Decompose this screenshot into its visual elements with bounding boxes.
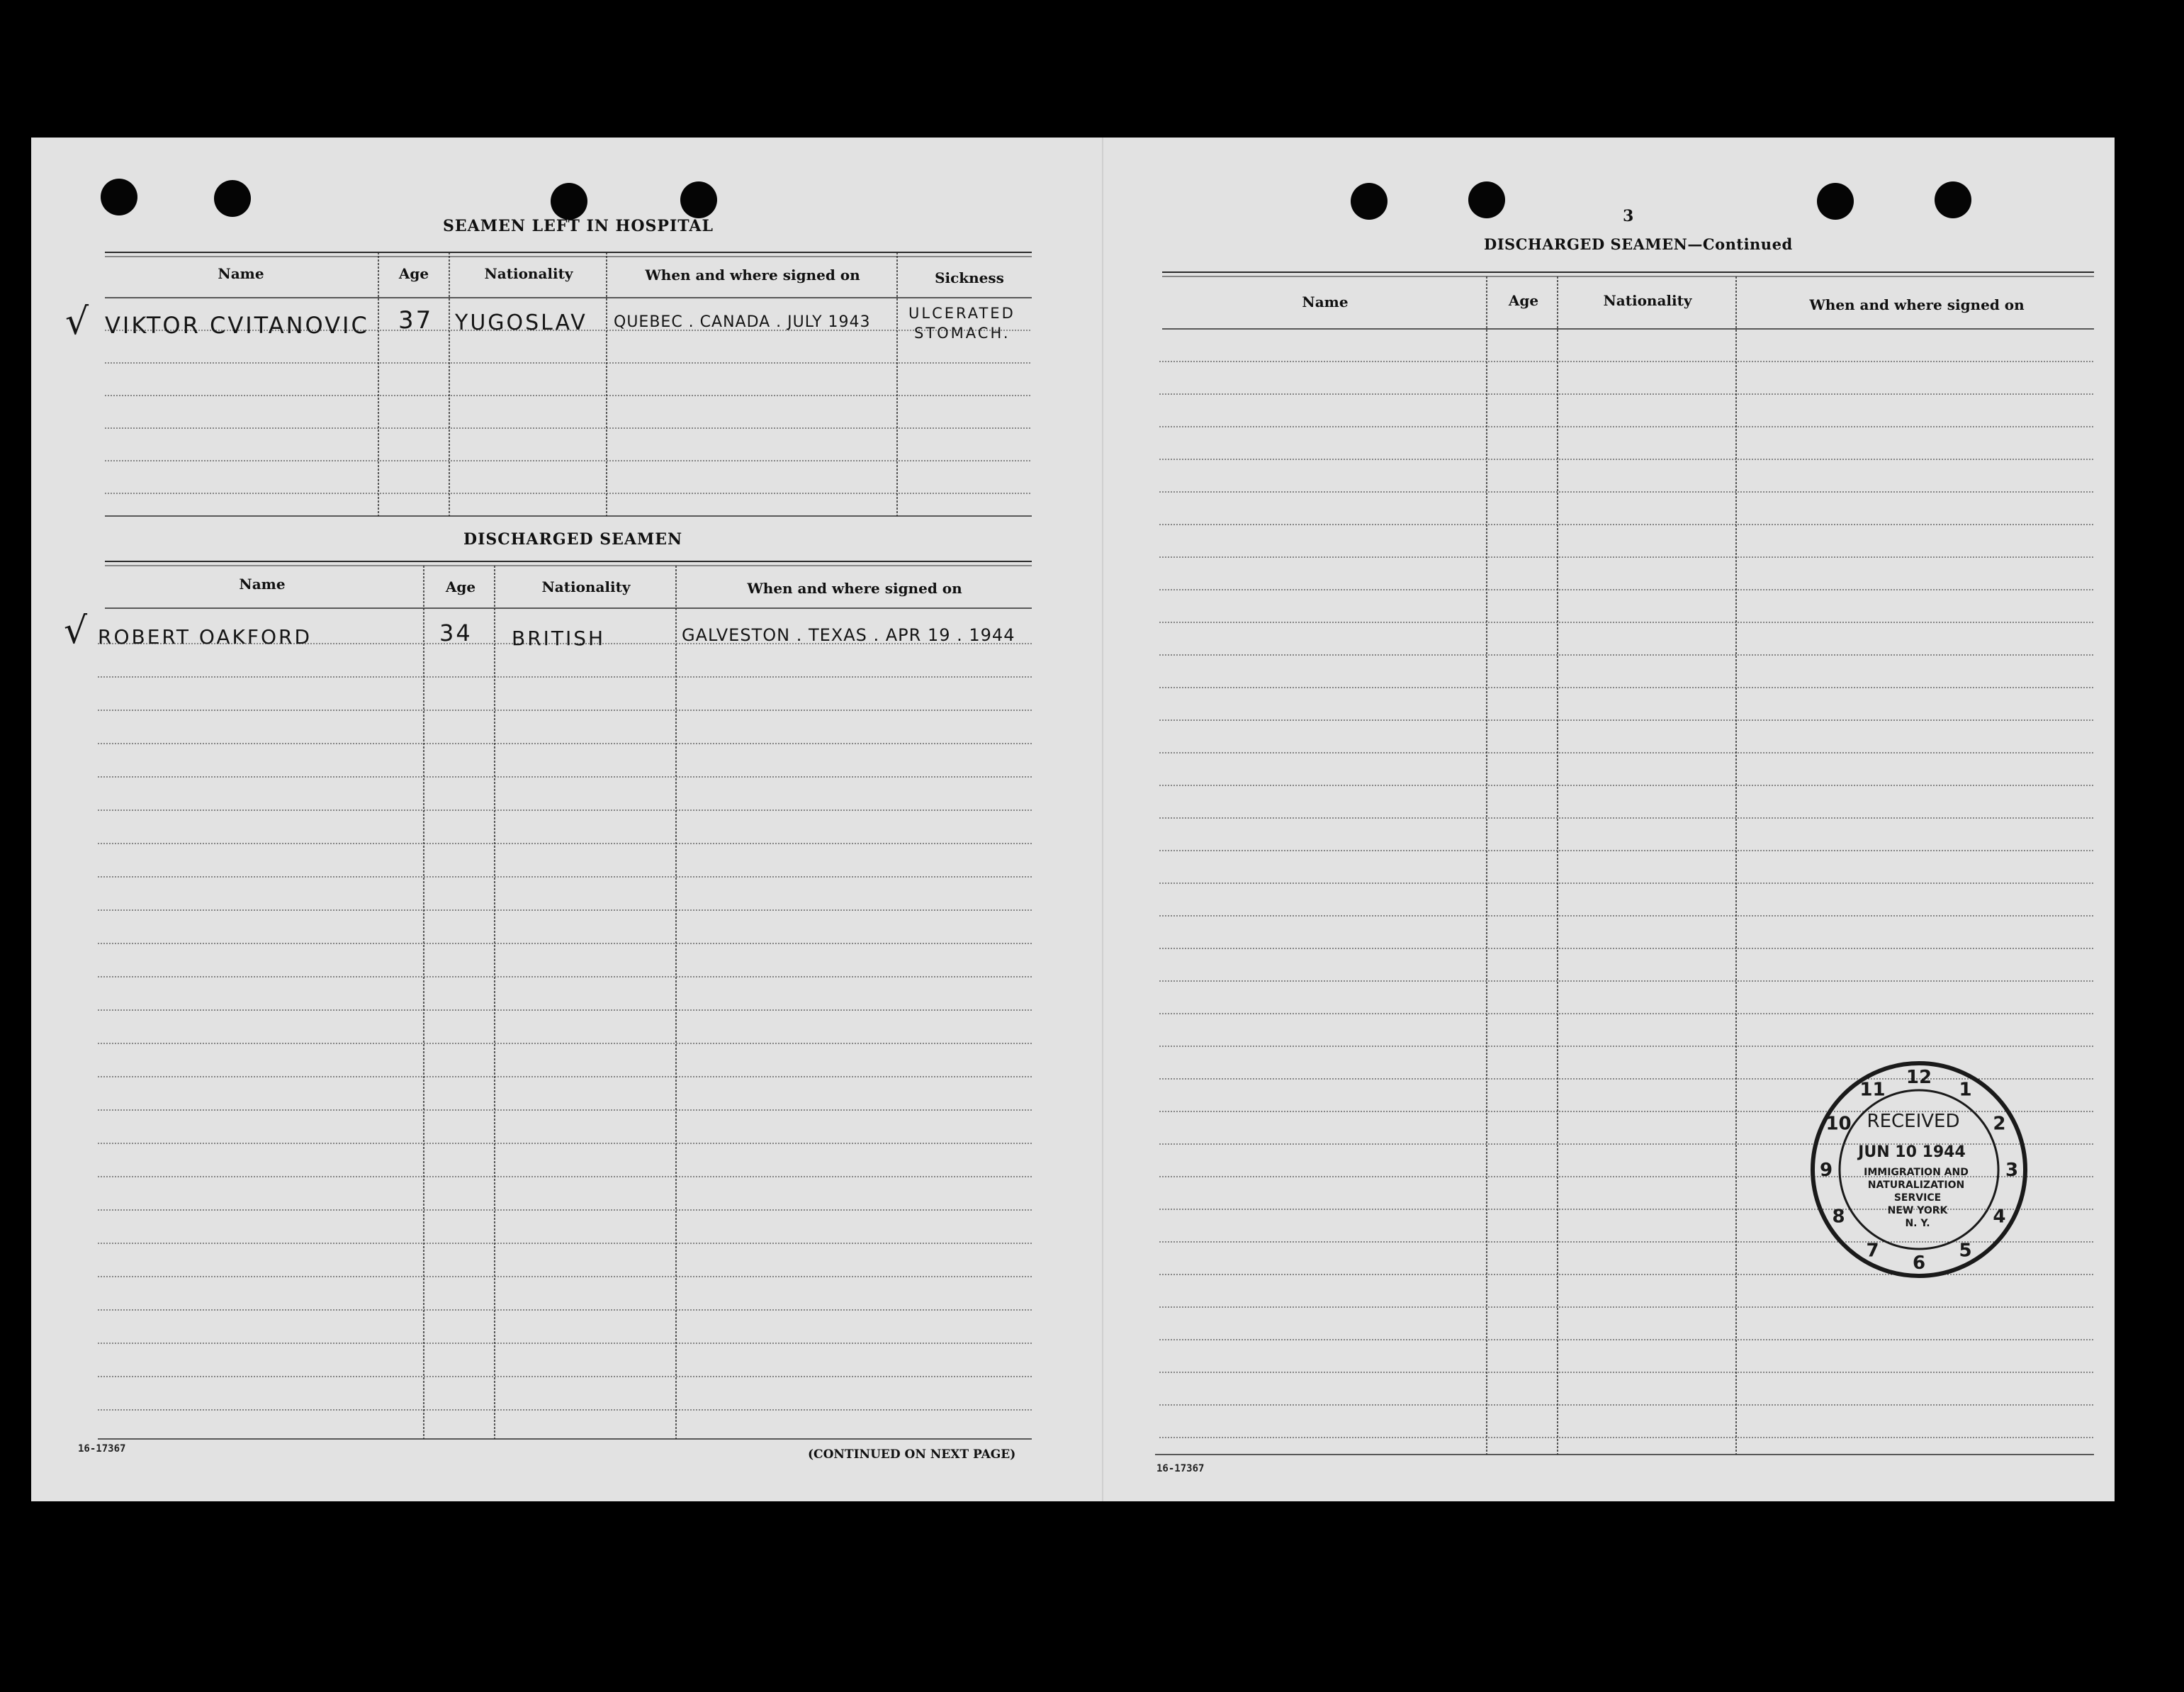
stamp-line3: IMMIGRATION AND (1864, 1167, 1969, 1178)
seaman-nationality: YUGOSLAV (455, 310, 587, 335)
continued-note: (CONTINUED ON NEXT PAGE) (808, 1447, 1016, 1462)
page-number: 3 (1623, 207, 1635, 225)
seaman-name: ROBERT OAKFORD (98, 625, 313, 649)
stamp-clock-numeral: 8 (1832, 1206, 1845, 1228)
stamp-received: RECEIVED (1867, 1111, 1960, 1132)
hospital-col-nationality: Nationality (484, 265, 573, 282)
discharged-col-name: Name (239, 576, 286, 593)
stamp-clock-numeral: 12 (1906, 1067, 1932, 1088)
right-col-signed-on: When and where signed on (1809, 296, 2025, 313)
hospital-col-name: Name (218, 265, 264, 282)
stamp-clock-numeral: 2 (1993, 1113, 2006, 1135)
received-stamp (1806, 1056, 2032, 1283)
seaman-signed-on: QUEBEC . CANADA . JULY 1943 (614, 313, 871, 331)
right-col-age: Age (1508, 292, 1539, 309)
stamp-clock-numeral: 5 (1959, 1240, 1972, 1262)
continued-section-title: DISCHARGED SEAMEN—Continued (1484, 235, 1793, 253)
hospital-col-signed-on: When and where signed on (645, 267, 860, 284)
stamp-date: JUN 10 1944 (1858, 1143, 1966, 1161)
left-form-number: 16-17367 (78, 1443, 126, 1455)
stamp-line5: SERVICE (1893, 1192, 1942, 1204)
checkmark: √ (65, 301, 91, 343)
stamp-clock-numeral: 6 (1912, 1253, 1926, 1274)
right-col-nationality: Nationality (1603, 292, 1692, 309)
hospital-col-age: Age (398, 265, 429, 282)
seaman-signed-on: GALVESTON . TEXAS . APR 19 . 1944 (682, 625, 1015, 645)
seaman-sickness-line1: ULCERATED (908, 305, 1015, 322)
stamp-clock-numeral: 7 (1866, 1240, 1879, 1262)
right-form-number: 16-17367 (1156, 1463, 1205, 1474)
seaman-age: 37 (398, 306, 434, 335)
hospital-section-title: SEAMEN LEFT IN HOSPITAL (443, 217, 714, 235)
stamp-clock-numeral: 1 (1959, 1079, 1972, 1101)
stamp-clock-numeral: 9 (1819, 1160, 1833, 1181)
discharged-col-signed-on: When and where signed on (747, 580, 962, 597)
stamp-line4: NATURALIZATION (1867, 1180, 1965, 1191)
checkmark: √ (64, 610, 90, 652)
right-col-name: Name (1302, 293, 1349, 310)
seaman-name: VIKTOR CVITANOVIC (105, 312, 369, 339)
seaman-nationality: BRITISH (512, 627, 606, 650)
hospital-col-sickness: Sickness (935, 269, 1004, 286)
discharged-col-nationality: Nationality (541, 578, 631, 595)
stamp-clock-numeral: 4 (1993, 1206, 2006, 1228)
discharged-section-title: DISCHARGED SEAMEN (463, 530, 683, 549)
seaman-age: 34 (439, 620, 473, 646)
stamp-line7: N. Y. (1905, 1218, 1930, 1229)
stamp-clock-numeral: 3 (2005, 1160, 2019, 1181)
stamp-line6: NEW YORK (1887, 1205, 1948, 1216)
stamp-clock-numeral: 10 (1825, 1113, 1852, 1135)
discharged-col-age: Age (445, 578, 476, 595)
seaman-sickness-line2: STOMACH. (914, 325, 1011, 342)
stamp-clock-numeral: 11 (1859, 1079, 1886, 1101)
